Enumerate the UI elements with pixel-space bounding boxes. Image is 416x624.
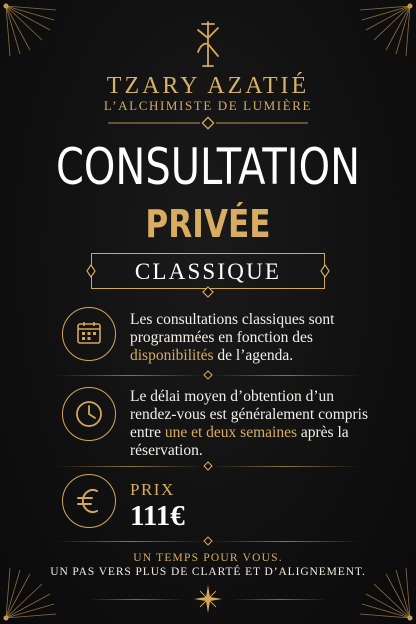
section-delay-text-1: Le délai moyen d’obtention d’un rendez-vous est généralement compris entre: [130, 388, 369, 441]
section-divider-diamond-2-icon: [203, 461, 213, 471]
page-subtitle: PRIVÉE: [145, 202, 271, 246]
clock-icon: [74, 399, 104, 429]
brand-tagline: L’ALCHIMISTE DE LUMIÈRE: [103, 98, 313, 113]
calendar-icon-ring: [62, 307, 116, 361]
calendar-icon: [76, 320, 102, 346]
brand-name: TZARY AZATIÉ: [106, 73, 310, 99]
price-label: PRIX: [130, 480, 175, 499]
footer-line-2: UN PAS VERS PLUS DE CLARTÉ ET D’ALIGNEMENT.: [50, 566, 366, 578]
price-value: 111€: [130, 500, 185, 532]
ornament-divider: [108, 116, 308, 130]
footer-line-right: [232, 599, 328, 600]
section-scheduling-text-1: Les consultations classiques sont programmées en fonction des: [130, 311, 335, 346]
euro-icon-ring: [62, 474, 116, 528]
clock-icon-ring: [62, 387, 116, 441]
section-divider-right-1: [212, 375, 360, 376]
sunburst-corner-top-right-icon: [358, 2, 414, 58]
section-divider-left-1: [56, 375, 204, 376]
section-scheduling-text-2: de l’agenda.: [213, 347, 294, 364]
alchemist-logo-icon: [190, 20, 226, 68]
page-title: CONSULTATION: [55, 138, 361, 196]
classique-badge-label: CLASSIQUE: [134, 259, 282, 284]
section-divider-left-3: [56, 541, 204, 542]
section-divider-right-3: [212, 541, 360, 542]
section-delay-text-2: après la réservation.: [130, 424, 349, 459]
section-scheduling-text: [130, 311, 372, 365]
section-divider-left-2: [56, 466, 204, 467]
footer-line-left: [88, 599, 184, 600]
section-divider-diamond-3-icon: [203, 536, 213, 546]
section-scheduling-highlight: disponibilités: [130, 347, 214, 364]
footer-line-1: UN TEMPS POUR VOUS.: [133, 552, 283, 564]
sunburst-corner-top-left-icon: [2, 2, 58, 58]
section-delay-highlight: une et deux semaines: [164, 424, 297, 441]
euro-icon: [75, 485, 103, 517]
compass-star-icon: [192, 585, 224, 613]
section-divider-right-2: [212, 466, 360, 467]
section-delay-text: [130, 388, 372, 460]
section-divider-diamond-1-icon: [203, 370, 213, 380]
badge-bottom-diamond-icon: [202, 286, 214, 298]
